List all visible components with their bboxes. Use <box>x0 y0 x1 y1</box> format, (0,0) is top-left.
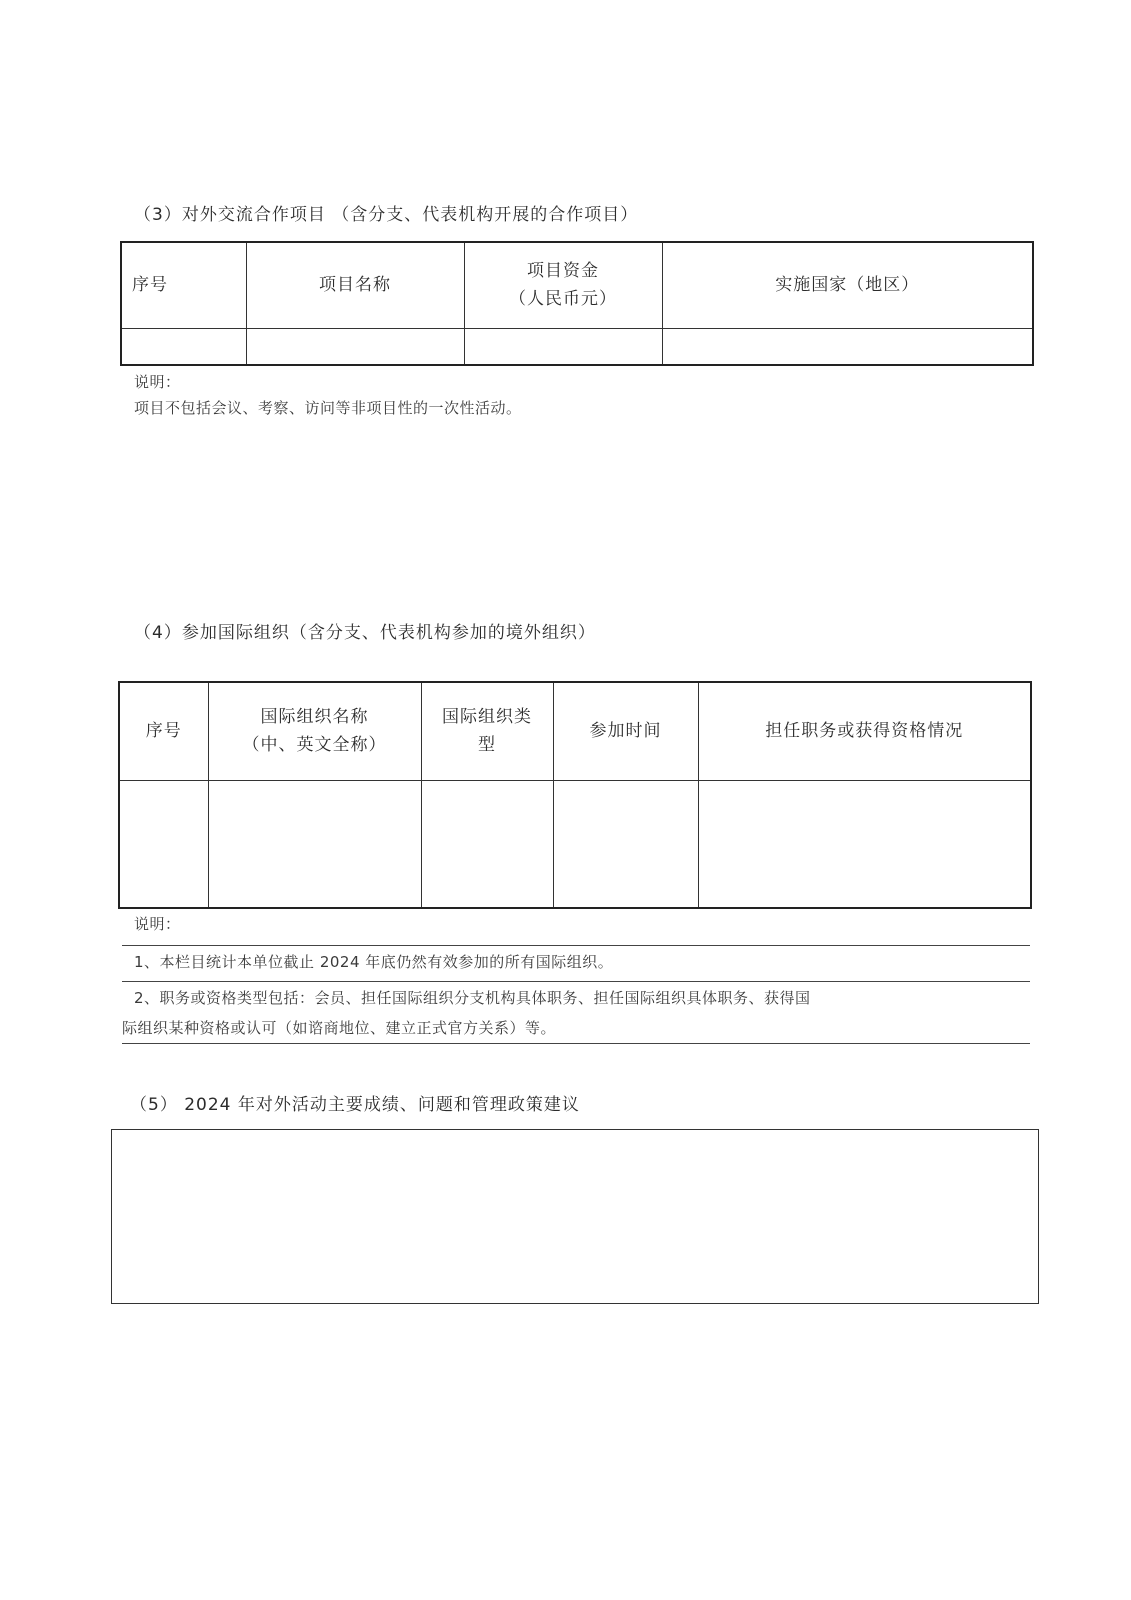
international-organizations-table <box>118 681 1032 909</box>
col-header-project-funds-line2: （人民币元） <box>509 289 617 310</box>
col-header-serial: 序号 <box>119 682 208 780</box>
col-header-org-name-line2: （中、英文全称） <box>242 735 387 756</box>
note-rule-line <box>122 945 1030 946</box>
section3-heading: （3）对外交流合作项目 （含分支、代表机构开展的合作项目） <box>134 205 639 225</box>
input-cell-serial[interactable] <box>119 780 208 908</box>
section4-note-2-line1: 2、职务或资格类型包括：会员、担任国际组织分支机构具体职务、担任国际组织具体职务、获得国 <box>134 989 811 1007</box>
input-cell-project-name[interactable] <box>246 328 464 365</box>
input-cell-country[interactable] <box>662 328 1033 365</box>
col-header-org-type-line2: 型 <box>478 735 496 756</box>
note-rule-line <box>122 981 1030 982</box>
col-header-project-funds-line1: 项目资金 <box>527 261 599 282</box>
input-cell-join-time[interactable] <box>553 780 698 908</box>
col-header-join-time: 参加时间 <box>553 682 698 780</box>
section3-note-label: 说明： <box>134 373 181 391</box>
section4-note-1: 1、本栏目统计本单位截止 2024 年底仍然有效参加的所有国际组织。 <box>134 953 614 971</box>
col-header-org-type-line1: 国际组织类 <box>442 707 532 728</box>
note-rule-line <box>122 1043 1030 1044</box>
col-header-org-name-line1: 国际组织名称 <box>260 707 369 728</box>
table-row <box>121 328 1033 365</box>
col-header-serial: 序号 <box>121 242 246 328</box>
input-cell-org-type[interactable] <box>421 780 553 908</box>
input-cell-position[interactable] <box>698 780 1031 908</box>
col-header-project-name: 项目名称 <box>246 242 464 328</box>
col-header-project-funds <box>464 242 662 328</box>
section4-note-2-line2: 际组织某种资格或认可（如谘商地位、建立正式官方关系）等。 <box>122 1019 557 1037</box>
achievements-textarea[interactable] <box>111 1129 1039 1304</box>
section3-note-text: 项目不包括会议、考察、访问等非项目性的一次性活动。 <box>134 399 522 417</box>
table-header-row <box>119 682 1031 780</box>
input-cell-org-name[interactable] <box>208 780 421 908</box>
table-header-row <box>121 242 1033 328</box>
cooperation-projects-table <box>120 241 1034 366</box>
table-row <box>119 780 1031 908</box>
section5-heading: （5） 2024 年对外活动主要成绩、问题和管理政策建议 <box>130 1095 580 1115</box>
col-header-position: 担任职务或获得资格情况 <box>698 682 1031 780</box>
col-header-org-name <box>208 682 421 780</box>
section4-heading: （4）参加国际组织（含分支、代表机构参加的境外组织） <box>134 623 596 643</box>
col-header-org-type <box>421 682 553 780</box>
section4-note-label: 说明： <box>134 915 181 933</box>
input-cell-serial[interactable] <box>121 328 246 365</box>
col-header-country: 实施国家（地区） <box>662 242 1033 328</box>
input-cell-project-funds[interactable] <box>464 328 662 365</box>
